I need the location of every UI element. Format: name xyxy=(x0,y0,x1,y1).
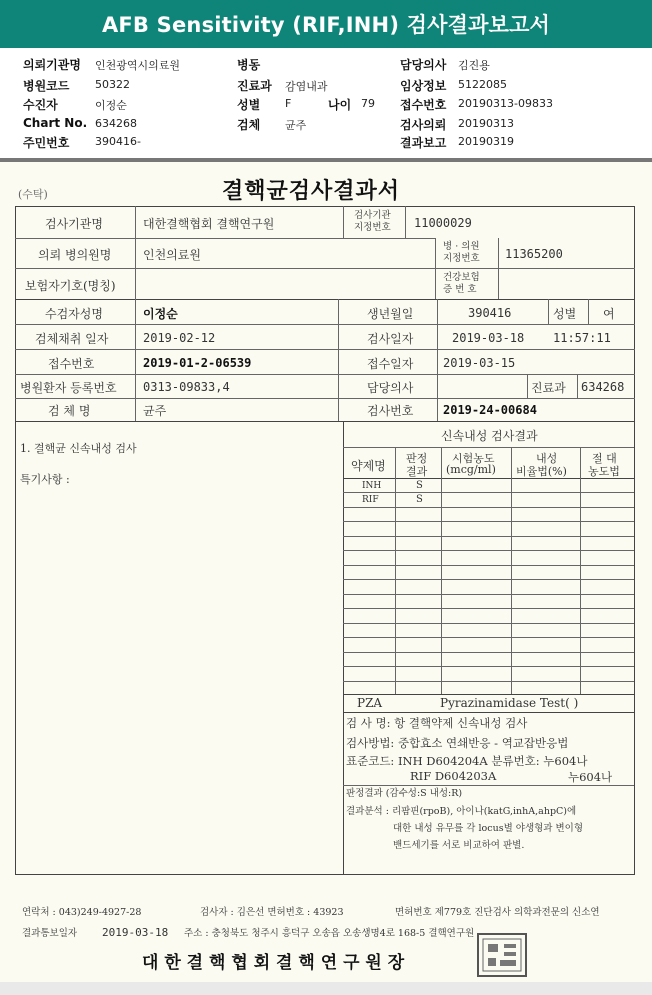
th-ratio-1: 내성 xyxy=(536,452,558,465)
header-value-clinic: 인천광역시의료원 xyxy=(95,59,181,72)
footer-institute: 대 한 결 핵 협 회 결 핵 연 구 원 장 xyxy=(142,953,405,973)
label-clinic-code-1: 병 · 의원 xyxy=(443,241,480,252)
value-test-time: 11:57:11 xyxy=(553,331,611,345)
row-line xyxy=(15,421,635,422)
analysis-line: 대한 내성 유무를 각 locus별 야생형과 변이형 xyxy=(393,823,584,834)
label-clinic: 의뢰 병의원명 xyxy=(38,248,112,262)
value-agency: 대한결핵협회 결핵연구원 xyxy=(143,217,275,231)
row-line xyxy=(15,324,635,325)
label-agency-code-1: 검사기관 xyxy=(354,210,391,221)
method-line: RIF D604203A xyxy=(410,769,497,783)
remarks-label: 특기사항 : xyxy=(20,473,70,486)
header-label-report-date: 결과보고 xyxy=(400,136,447,150)
header-value-specimen: 균주 xyxy=(285,119,307,132)
rapid-grid-row-line xyxy=(343,652,634,653)
rapid-grid-row-line xyxy=(343,536,634,537)
col-line xyxy=(498,268,499,299)
doc-consignment-tag: (수탁) xyxy=(18,188,48,201)
patient-header xyxy=(0,48,652,158)
col-line xyxy=(588,299,589,324)
rapid-col-line xyxy=(511,447,512,694)
col-line xyxy=(527,374,528,398)
table-border-bottom xyxy=(15,874,635,875)
header-label-patient: 수진자 xyxy=(23,98,58,112)
header-label-department: 진료과 xyxy=(237,79,272,93)
th-abs-1: 절 대 xyxy=(592,452,617,465)
row-line xyxy=(15,238,435,239)
value-receipt: 2019-01-2-06539 xyxy=(143,356,252,370)
th-judge-1: 판정 xyxy=(406,452,428,465)
rapid-grid-row-line xyxy=(343,637,634,638)
footer-contact: 연락처 : 043)249-4927-28 xyxy=(22,907,142,918)
label-dept: 진료과 xyxy=(531,381,566,395)
label-collect-date: 검체채취 일자 xyxy=(35,332,109,346)
label-insurer: 보험자기호(명칭) xyxy=(25,279,116,293)
rapid-table-left-border xyxy=(343,421,344,874)
label-insurer-code-1: 건강보험 xyxy=(443,272,480,283)
th-abs-2: 농도법 xyxy=(588,465,620,478)
rapid-grid-row-line xyxy=(343,681,634,682)
header-value-hospital-code: 50322 xyxy=(95,78,130,91)
value-collect-date: 2019-02-12 xyxy=(143,331,216,345)
header-value-patient: 이정순 xyxy=(95,99,127,112)
label-registration: 병원환자 등록번호 xyxy=(20,381,117,395)
header-value-clinical-info: 5122085 xyxy=(458,78,507,91)
header-value-request-date: 20190313 xyxy=(458,117,514,130)
header-label-ward: 병동 xyxy=(237,58,261,72)
th-drug: 약제명 xyxy=(351,459,386,473)
th-conc-2: (mcg/ml) xyxy=(446,463,496,476)
judge-note: 판정결과 (감수성:S 내성:R) xyxy=(346,788,463,799)
rapid-grid-row-line xyxy=(343,565,634,566)
label-agency: 검사기관명 xyxy=(45,217,103,231)
footer-examiner: 검사자 : 김은선 면허번호 : 43923 xyxy=(200,907,344,918)
header-value-doctor: 김진용 xyxy=(458,59,490,72)
table-border-top xyxy=(15,206,635,207)
value-clinic-code: 11365200 xyxy=(505,247,563,261)
footer-license: 면허번호 제779호 진단검사 의학과전문의 신소연 xyxy=(395,907,600,918)
col-line xyxy=(338,299,339,421)
label-sex: 성별 xyxy=(553,307,577,321)
header-label-specimen: 검체 xyxy=(237,118,261,132)
col-line xyxy=(135,206,136,421)
value-clinic: 인천의료원 xyxy=(143,248,201,262)
label-doctor: 담당의사 xyxy=(367,381,414,395)
rapid-header-top xyxy=(343,447,634,448)
header-value-receipt-no: 20190313-09833 xyxy=(458,97,553,110)
rapid-grid-row-line xyxy=(343,666,634,667)
header-label-receipt-no: 접수번호 xyxy=(400,98,447,112)
rapid-grid-row-line xyxy=(343,492,634,493)
method-line: 검사방법: 중합효소 연쇄반응 - 역교잡반응법 xyxy=(346,736,569,750)
col-line xyxy=(343,206,344,238)
label-receipt-date: 접수일자 xyxy=(367,357,414,371)
method-line: 검 사 명: 항 결핵약제 신속내성 검사 xyxy=(346,716,528,730)
header-label-sex: 성별 xyxy=(237,98,261,112)
header-label-chart: Chart No. xyxy=(23,116,88,130)
footer-notify-date: 2019-03-18 xyxy=(102,926,169,939)
header-label-clinic: 의뢰기관명 xyxy=(23,58,81,72)
label-test-date: 검사일자 xyxy=(367,332,414,346)
analysis-line: 밴드세기를 서로 비교하여 판별. xyxy=(393,840,525,851)
drug-result: S xyxy=(416,480,423,491)
rapid-grid-row-line xyxy=(343,550,634,551)
pza-label: PZA xyxy=(357,696,383,710)
rapid-grid-row-line xyxy=(343,594,634,595)
row-line xyxy=(15,349,635,350)
value-sex: 여 xyxy=(603,307,615,321)
value-specimen: 균주 xyxy=(143,404,167,418)
official-seal xyxy=(476,932,528,978)
drug-name: RIF xyxy=(362,495,379,505)
value-birth: 390416 xyxy=(468,306,512,320)
section-title: 1. 결핵균 신속내성 검사 xyxy=(20,442,137,455)
th-judge-2: 결과 xyxy=(406,465,428,478)
col-line xyxy=(577,374,578,398)
header-value-department: 감염내과 xyxy=(285,80,328,93)
col-line xyxy=(405,206,406,238)
pza-line-top xyxy=(343,694,634,695)
rapid-title: 신속내성 검사결과 xyxy=(441,429,538,443)
row-line xyxy=(15,374,635,375)
label-specimen: 검 체 명 xyxy=(48,404,91,418)
rapid-grid-row-line xyxy=(343,507,634,508)
value-agency-code: 11000029 xyxy=(414,216,472,230)
rapid-grid-row-line xyxy=(343,608,634,609)
scanned-result-document xyxy=(0,162,652,982)
rapid-col-line xyxy=(580,447,581,694)
value-test-date: 2019-03-18 xyxy=(452,331,525,345)
drug-name: INH xyxy=(362,481,382,491)
rapid-col-line xyxy=(395,447,396,694)
method-line-bottom xyxy=(343,785,634,786)
rapid-grid-row-line xyxy=(343,623,634,624)
analysis-line: 결과분석 : 리팜핀(rpoB), 아이나(katG,inhA,ahpC)에 xyxy=(346,806,577,817)
header-value-age: 79 xyxy=(361,97,375,110)
label-test-number: 검사번호 xyxy=(367,404,414,418)
header-value-resident-no: 390416- xyxy=(95,135,141,148)
rapid-col-line xyxy=(441,447,442,694)
col-line xyxy=(437,299,438,421)
header-value-report-date: 20190319 xyxy=(458,135,514,148)
method-line: 누604나 xyxy=(568,770,613,784)
label-receipt: 접수번호 xyxy=(48,357,95,371)
value-test-number: 2019-24-00684 xyxy=(443,403,537,417)
header-label-request-date: 검사의뢰 xyxy=(400,118,447,132)
label-clinic-code-2: 지정번호 xyxy=(443,253,480,264)
header-label-resident-no: 주민번호 xyxy=(23,136,70,150)
header-label-age: 나이 xyxy=(328,98,352,112)
value-receipt-date: 2019-03-15 xyxy=(443,356,516,370)
col-line xyxy=(548,299,549,324)
footer-notify-label: 결과통보일자 xyxy=(22,928,78,939)
row-line xyxy=(15,398,635,399)
pza-line-bottom xyxy=(343,712,634,713)
header-label-clinical-info: 임상정보 xyxy=(400,79,447,93)
rapid-grid-row-line xyxy=(343,579,634,580)
row-line xyxy=(15,299,635,300)
value-dept: 634268 xyxy=(581,380,625,394)
value-registration: 0313-09833,4 xyxy=(143,380,230,394)
label-agency-code-2: 지정번호 xyxy=(354,222,391,233)
label-birth: 생년월일 xyxy=(367,307,414,321)
th-conc-1: 시험농도 xyxy=(452,452,495,465)
footer-address: 주소 : 충청북도 청주시 흥덕구 오송읍 오송생명4로 168-5 결핵연구원 xyxy=(184,928,475,939)
header-value-sex: F xyxy=(285,97,292,110)
pza-test: Pyrazinamidase Test( ) xyxy=(440,696,579,710)
row-line xyxy=(15,268,435,269)
bottom-strip xyxy=(0,982,652,995)
method-line: 표준코드: INH D604204A 분류번호: 누604나 xyxy=(346,754,588,768)
th-ratio-2: 비율법(%) xyxy=(516,465,567,478)
col-line xyxy=(435,238,436,299)
header-label-doctor: 담당의사 xyxy=(400,58,447,72)
col-line xyxy=(498,238,499,268)
doc-title: 결핵균검사결과서 xyxy=(222,178,401,204)
header-label-hospital-code: 병원코드 xyxy=(23,79,70,93)
drug-result: S xyxy=(416,494,423,505)
table-border-right xyxy=(634,206,635,875)
header-value-chart: 634268 xyxy=(95,117,137,130)
label-insurer-code-2: 증 번 호 xyxy=(443,284,477,295)
report-title: AFB Sensitivity (RIF,INH) 검사결과보고서 xyxy=(0,0,652,48)
rapid-grid-row-line xyxy=(343,521,634,522)
row-line xyxy=(435,268,635,269)
value-patient: 이정순 xyxy=(143,307,178,321)
label-patient: 수검자성명 xyxy=(45,307,103,321)
table-border-left xyxy=(15,206,16,875)
